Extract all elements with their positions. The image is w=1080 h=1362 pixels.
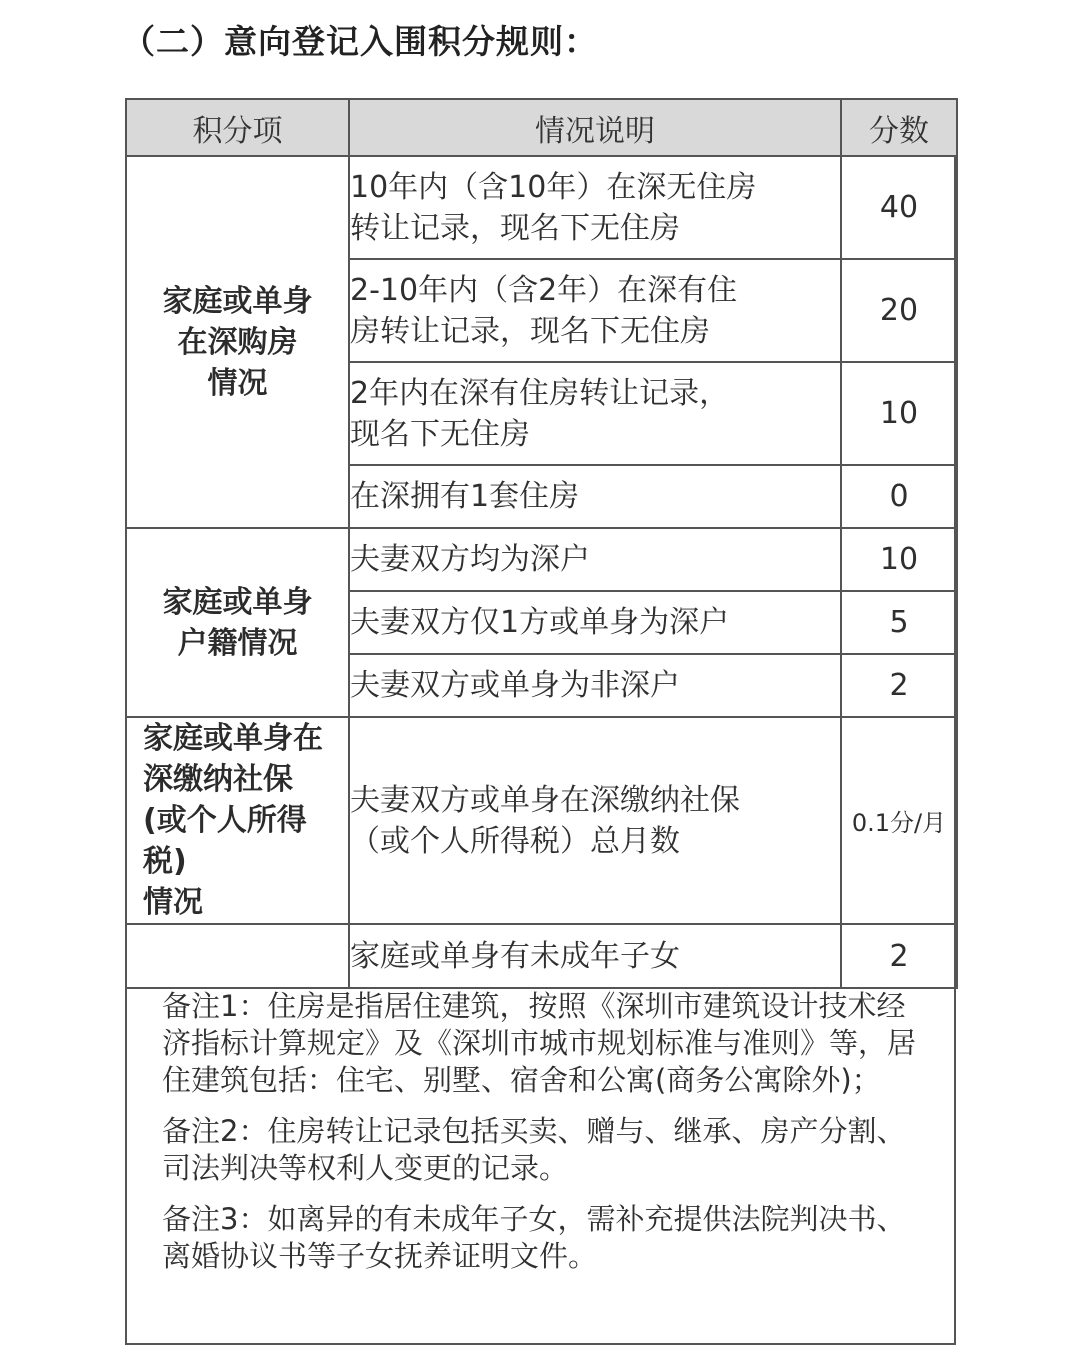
table-header-row [126,99,957,156]
category-line: 情况 [143,885,203,920]
description-cell: 夫妻双方均为深户 [349,528,841,591]
description-cell: 10年内（含10年）在深无住房 转让记录，现名下无住房 [349,156,841,259]
score-cell: 5 [841,591,957,654]
category-empty [126,924,349,988]
description-cell: 2年内在深有住房转让记录， 现名下无住房 [349,362,841,465]
description-cell: 家庭或单身有未成年子女 [349,924,841,988]
category-line: 家庭或单身 [162,584,313,620]
note-3: 备注3：如离异的有未成年子女，需补充提供法院判决书、离婚协议书等子女抚养证明文件。 [162,1202,906,1273]
description-cell: 在深拥有1套住房 [349,465,841,528]
category-line: 在深购房 [177,324,298,360]
header-score: 分数 [841,99,957,156]
note-2: 备注2：住房转让记录包括买卖、赠与、继承、房产分割、司法判决等权利人变更的记录。 [162,1114,906,1185]
description-cell: 夫妻双方或单身在深缴纳社保 （或个人所得税）总月数 [349,717,841,924]
category-housing-purchase [126,156,349,528]
category-line: 家庭或单身在 [143,721,323,756]
table-row [126,717,957,924]
score-cell: 20 [841,259,957,362]
category-line: 深缴纳社保 [143,762,293,797]
category-social-insurance [126,717,349,924]
category-household-registration [126,528,349,717]
table-row [126,528,957,591]
category-line: 户籍情况 [177,625,298,661]
category-line: 家庭或单身 [162,283,313,319]
score-cell: 40 [841,156,957,259]
category-line: 情况 [207,365,268,401]
description-cell: 夫妻双方仅1方或单身为深户 [349,591,841,654]
description-cell: 2-10年内（含2年）在深有住 房转让记录，现名下无住房 [349,259,841,362]
score-cell: 2 [841,924,957,988]
note-1: 备注1：住房是指居住建筑，按照《深圳市建筑设计技术经济指标计算规定》及《深圳市城市规划标准与准则》等，居住建筑包括：住宅、别墅、宿舍和公寓(商务公寓除外)； [162,989,917,1097]
points-rules-table [125,98,958,989]
table-row [126,924,957,988]
table-row [126,156,957,259]
score-cell: 10 [841,528,957,591]
score-cell: 0 [841,465,957,528]
section-heading: （二）意向登记入围积分规则： [122,22,598,61]
score-cell: 0.1分/月 [841,717,957,924]
score-cell: 2 [841,654,957,717]
header-points-item: 积分项 [126,99,349,156]
notes-section [162,988,922,1289]
header-description: 情况说明 [349,99,841,156]
description-cell: 夫妻双方或单身为非深户 [349,654,841,717]
score-cell: 10 [841,362,957,465]
category-line: (或个人所得税) [143,803,307,879]
